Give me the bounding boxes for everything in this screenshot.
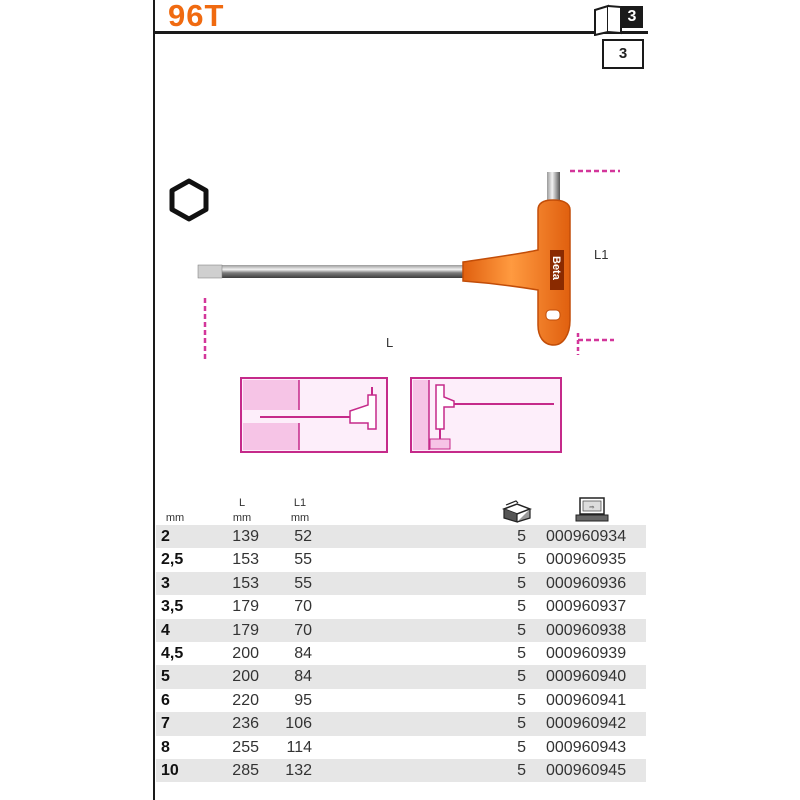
cell-product-code: 000960934	[546, 528, 627, 545]
cell-size: 2,5	[161, 551, 184, 569]
cell-pack-qty: 5	[517, 551, 526, 569]
catalog-page-badge: 3	[621, 6, 643, 28]
svg-text:⇨: ⇨	[589, 505, 595, 511]
cell-l1: 55	[294, 574, 312, 592]
cell-l1: 70	[294, 598, 312, 616]
cell-length: 220	[232, 691, 259, 709]
cell-l1: 70	[294, 621, 312, 639]
header-l-unit: mm	[232, 512, 252, 524]
cell-length: 179	[232, 598, 259, 616]
cell-product-code: 000960943	[546, 738, 627, 756]
cell-size: 2	[161, 528, 170, 545]
cell-size: 10	[161, 761, 179, 779]
header-l1: L1	[293, 497, 307, 509]
table-row	[156, 689, 646, 712]
cell-pack-qty: 5	[517, 644, 526, 662]
cell-pack-qty: 5	[517, 528, 526, 545]
cell-size: 3	[161, 574, 170, 592]
cell-product-code: 000960945	[546, 761, 627, 779]
cell-length: 285	[232, 761, 259, 779]
dimension-label-l: L	[386, 335, 394, 350]
cell-length: 139	[232, 528, 259, 545]
cell-length: 179	[232, 621, 259, 639]
t-handle-hex-key-illustration	[160, 150, 640, 365]
cell-pack-qty: 5	[517, 761, 526, 779]
cell-product-code: 000960935	[546, 551, 627, 569]
table-row	[156, 759, 646, 782]
cell-size: 3,5	[161, 598, 184, 616]
cell-length: 200	[232, 668, 259, 686]
page-title: 96T	[168, 0, 225, 33]
table-row	[156, 572, 646, 595]
usage-diagram-straight	[240, 377, 388, 453]
dimension-label-l1: L1	[594, 247, 609, 262]
table-row	[156, 595, 646, 618]
cell-l1: 84	[294, 644, 312, 662]
cell-l1: 106	[285, 715, 312, 733]
table-row	[156, 548, 646, 571]
cell-length: 236	[232, 715, 259, 733]
table-header	[156, 495, 646, 525]
cell-pack-qty: 5	[517, 668, 526, 686]
cell-pack-qty: 5	[517, 691, 526, 709]
cell-pack-qty: 5	[517, 598, 526, 616]
table-row	[156, 642, 646, 665]
header-size-unit: mm	[165, 512, 185, 524]
product-table	[156, 495, 646, 782]
table-row	[156, 665, 646, 688]
cell-pack-qty: 5	[517, 621, 526, 639]
cell-pack-qty: 5	[517, 574, 526, 592]
cell-l1: 114	[286, 738, 312, 756]
cell-length: 153	[232, 574, 259, 592]
cell-length: 200	[232, 644, 259, 662]
cell-pack-qty: 5	[517, 715, 526, 733]
brand-label: Beta	[550, 256, 562, 280]
usage-diagram-angled	[410, 377, 562, 453]
header-l1-unit: mm	[290, 512, 310, 524]
cell-l1: 55	[294, 551, 312, 569]
computer-icon	[574, 497, 610, 523]
cell-size: 7	[161, 715, 170, 733]
cell-length: 255	[232, 738, 259, 756]
package-icon	[502, 499, 532, 523]
table-row	[156, 736, 646, 759]
cell-product-code: 000960942	[546, 715, 627, 733]
cell-l1: 132	[285, 761, 312, 779]
table-row	[156, 619, 646, 642]
cell-l1: 52	[294, 528, 312, 545]
cell-product-code: 000960937	[546, 598, 627, 616]
cell-l1: 84	[294, 668, 312, 686]
cell-product-code: 000960936	[546, 574, 627, 592]
left-border-line	[153, 0, 155, 800]
header-l: L	[238, 497, 246, 509]
cell-size: 4	[161, 621, 170, 639]
cell-size: 6	[161, 691, 170, 709]
cell-pack-qty: 5	[517, 738, 526, 756]
table-row	[156, 525, 646, 548]
cell-product-code: 000960939	[546, 644, 627, 662]
cell-size: 8	[161, 738, 170, 756]
cell-size: 5	[161, 668, 170, 686]
catalog-section-badge: 3	[602, 39, 644, 69]
cell-product-code: 000960941	[546, 691, 627, 709]
table-row	[156, 712, 646, 735]
cell-size: 4,5	[161, 644, 184, 662]
cell-product-code: 000960938	[546, 621, 627, 639]
cell-l1: 95	[294, 691, 312, 709]
cell-length: 153	[232, 551, 259, 569]
header-rule	[153, 31, 648, 34]
cell-product-code: 000960940	[546, 668, 627, 686]
